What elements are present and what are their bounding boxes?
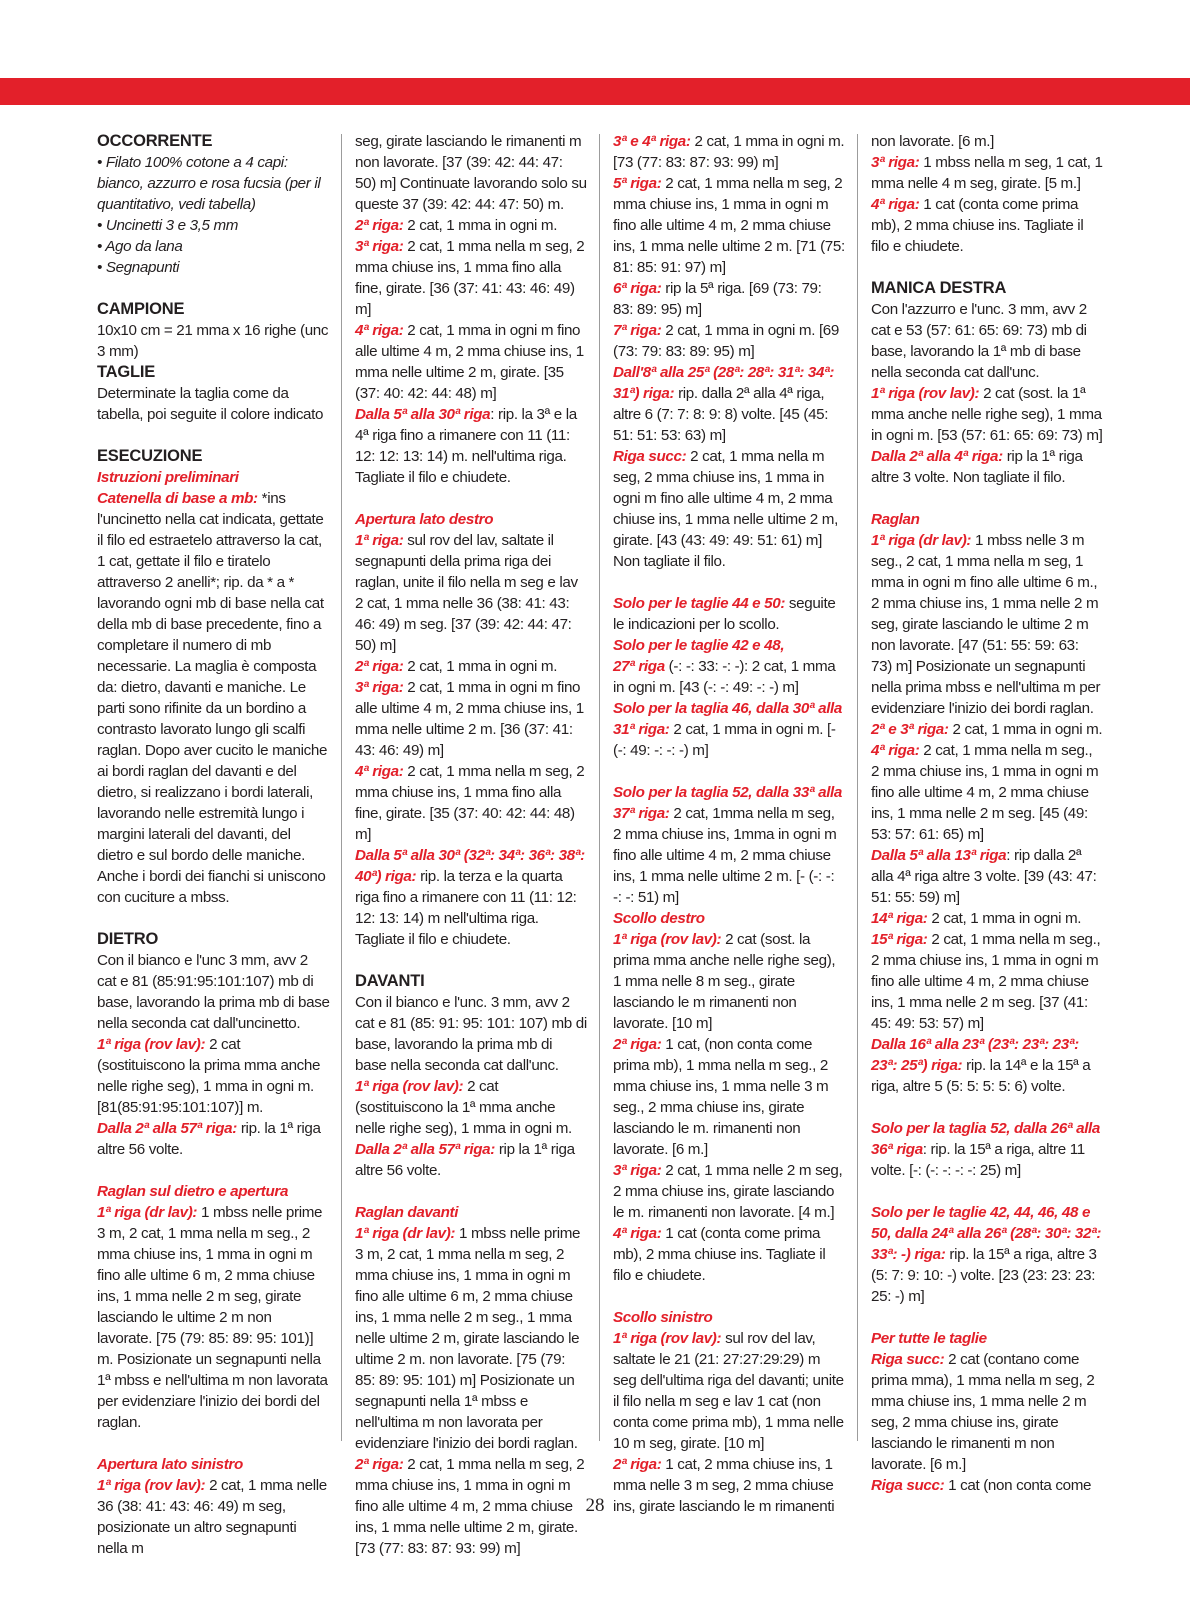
materials-item (97, 236, 330, 257)
instruction-paragraph (871, 908, 1103, 929)
instruction-text: rip. dalla 2ª alla 4ª riga, altre 6 (7: 7: 8: 9: 8) volte. [45 (45: 51: 51: 53: 63) m] (613, 385, 829, 444)
paragraph-gap (97, 908, 330, 929)
row-label: 4ª riga: (871, 196, 920, 213)
paragraph-gap (871, 1097, 1103, 1118)
instruction-text: rip. la 14ª e la 15ª a riga, altre 5 (5: 5: 5: 5: 6) volte. (871, 1057, 1091, 1095)
instruction-paragraph (613, 656, 845, 698)
instruction-paragraph (613, 362, 845, 446)
paragraph-gap (613, 1286, 845, 1307)
instruction-text: rip la 1ª riga altre 3 volte. Non tagliate il filo. (871, 448, 1083, 486)
row-label: 3ª riga: (613, 1162, 662, 1179)
row-label: 2ª riga: (613, 1036, 662, 1053)
materials-item (97, 257, 330, 278)
instruction-text: seg, girate lasciando le rimanenti m non lavorate. [37 (39: 42: 44: 47: 50) m] Continuate lavorando solo su queste 37 (39: 42: 44: 47: 50) m. (355, 133, 587, 213)
row-label: 3ª e 4ª riga: (613, 133, 691, 150)
instruction-text: 2 cat, 1 mma nelle 2 m seg, 2 mma chiuse ins, girate lasciando le m. rimanenti non lavorate. [4 m.] (613, 1162, 843, 1221)
row-label: 1ª riga (rov lav): (871, 385, 980, 402)
paragraph-gap (355, 1181, 587, 1202)
instruction-text: rip. la 15ª a riga, altre 3 (5: 7: 9: 10: -) volte. [23 (23: 23: 23: 25: -) m] (871, 1246, 1097, 1305)
instruction-paragraph (871, 194, 1103, 257)
instruction-text: 1 mbss nelle prime 3 m, 2 cat, 1 mma nella m seg, 2 mma chiuse ins, 1 mma in ogni m fino alle ultime 6 m, 2 mma chiuse ins, 1 mma nelle 2 m seg., 1 mma nelle ultime 2 m, girate lasciando le ultime 2 m. non lavorate. [75 (79: 85: 89: 95: 101) m] Posizionate un segnapunti nella 1ª mbss e nell'ultima m non lavorata per evidenziare l'inizio dei bordi raglan. (355, 1225, 581, 1452)
instruction-text: 2 cat, 1 mma in ogni m. (403, 658, 558, 675)
instruction-text: sul rov del lav, saltate il segnapunti della prima riga dei raglan, unite il filo nella m seg e lav 2 cat, 1 mma nelle 36 (38: 41: 43: 46: 49) m seg. [37 (39: 42: 44: 47: 50) m] (355, 532, 578, 654)
instruction-text: 2 cat, 1 mma nella m seg, 2 mma chiuse ins, 1 mma in ogni m fino alle ultime 4 m, 2 mma chiuse ins, 1 mma nelle ultime 2 m. [71 (75: 81: 85: 91: 97) m] (613, 175, 845, 276)
instruction-text: 1 cat (conta come prima mb), 2 mma chiuse ins. Tagliate il filo e chiudete. (613, 1225, 826, 1284)
section-heading: DAVANTI (355, 972, 425, 990)
row-label: Solo per la taglia 52, dalla 26ª alla 36ª riga (871, 1120, 1101, 1158)
instruction-paragraph (355, 131, 587, 215)
instruction-text: 2 cat, 1 mma in ogni m. (948, 721, 1103, 738)
instruction-text: 2 cat, 1 mma nelle 36 (38: 41: 43: 46: 49) m seg, posizionate un altro segnapunti nella m (97, 1477, 327, 1557)
row-label: 4ª riga: (871, 742, 920, 759)
header-color-bar (0, 78, 1190, 105)
section-heading: ESECUZIONE (97, 447, 203, 465)
row-label: 2ª riga: (355, 1456, 404, 1473)
instruction-paragraph (871, 152, 1103, 194)
row-label: Solo per le taglie 42, 44, 46, 48 e 50, dalla 24ª alla 26ª (28ª: 30ª: 32ª: 33ª: -) riga: (871, 1204, 1102, 1263)
row-label: 1ª riga: (355, 532, 404, 549)
instruction-text: 2 cat, 1 mma nella m seg, 2 mma chiuse ins, 1 mma in ogni m fino alle ultime 4 m, 2 mma chiuse ins, 1 mma nelle ultime 2 m, girate. [43 (43: 49: 49: 51: 61) m] Non tagliate il filo. (613, 448, 838, 570)
materials-item (97, 215, 330, 236)
row-label: Dalla 5ª alla 13ª riga (871, 847, 1007, 864)
instruction-paragraph (355, 845, 587, 950)
instruction-paragraph (613, 131, 845, 173)
row-label: Riga succ: (871, 1477, 945, 1494)
instruction-text: : rip. la 15ª a riga, altre 11 volte. [-: (-: -: -: -: 25) m] (871, 1141, 1085, 1179)
row-label: Solo per le taglie 44 e 50: (613, 595, 786, 612)
instruction-paragraph (871, 530, 1103, 719)
row-label: 1ª riga (dr lav): (355, 1225, 456, 1242)
instruction-text: rip. la 1ª riga altre 56 volte. (97, 1120, 321, 1158)
row-label: 5ª riga: (613, 175, 662, 192)
row-label: 1ª riga (rov lav): (97, 1036, 206, 1053)
paragraph-gap (97, 278, 330, 299)
instruction-paragraph (871, 719, 1103, 740)
instruction-text: 2 cat, 1 mma in ogni m. [69 (73: 79: 83: 89: 95) m] (613, 322, 840, 360)
instruction-paragraph (613, 929, 845, 1034)
instruction-text: (-: -: 33: -: -): 2 cat, 1 mma in ogni m. [43 (-: -: 49: -: -) m] (613, 658, 836, 696)
instruction-paragraph (613, 320, 845, 362)
instruction-paragraph (871, 1349, 1103, 1475)
instruction-text: 2 cat, 1 mma nella m seg., 2 mma chiuse ins, 1 mma in ogni m fino alle ultime 4 m, 2 mma chiuse ins, 1 mma nelle 2 m seg. [37 (41: 45: 49: 53: 57) m] (871, 931, 1101, 1032)
row-label: 3ª riga: (355, 679, 404, 696)
instruction-paragraph (97, 950, 330, 1034)
instruction-text: 10x10 cm = 21 mma x 16 righe (unc 3 mm) (97, 322, 329, 360)
instruction-paragraph (355, 530, 587, 656)
instruction-text: 1 mbss nelle prime 3 m, 2 cat, 1 mma nella m seg., 2 mma chiuse ins, 1 mma in ogni m fino alle ultime 6 m, 2 mma chiuse ins, 1 mma nelle 2 m seg, girate lasciando le ultime 2 m non lavorate. [75 (79: 85: 89: 95: 101)] m. Posizionate un segnapunti nella 1ª mbss e nell'ultima m non lavorata per evidenziare l'inizio dei bordi del raglan. (97, 1204, 328, 1431)
paragraph-gap (871, 1181, 1103, 1202)
section-heading: CAMPIONE (97, 300, 185, 318)
instruction-text: non lavorate. [6 m.] (871, 133, 995, 150)
instruction-paragraph (871, 131, 1103, 152)
paragraph-gap (871, 1307, 1103, 1328)
instruction-text: 1 cat (non conta come (944, 1477, 1092, 1494)
row-label: 1ª riga (rov lav): (613, 1330, 722, 1347)
instruction-paragraph (355, 404, 587, 488)
paragraph-gap (355, 950, 587, 971)
text-column-4 (871, 131, 1103, 1496)
instruction-text: 2 cat, 1 mma in ogni m. [73 (77: 83: 87: 93: 99) m] (613, 133, 845, 171)
row-label: Solo per le taglie 42 e 48, (613, 637, 785, 654)
instruction-text: rip la 5ª riga. [69 (73: 79: 83: 89: 95) m] (613, 280, 822, 318)
instruction-text: • Uncinetti 3 e 3,5 mm (97, 217, 239, 234)
row-label: 4ª riga: (355, 322, 404, 339)
instruction-paragraph (355, 677, 587, 761)
subsection-heading: Scollo destro (613, 910, 705, 927)
paragraph-gap (97, 425, 330, 446)
instruction-text: : rip. la 3ª e la 4ª riga fino a rimanere con 11 (11: 12: 12: 13: 14) m. nell'ultima riga. Tagliate il filo e chiudete. (355, 406, 577, 486)
instruction-paragraph (613, 1034, 845, 1160)
row-label: 27ª riga (613, 658, 665, 675)
instruction-paragraph (871, 1118, 1103, 1181)
instruction-paragraph (613, 278, 845, 320)
column-divider (599, 134, 600, 1441)
instruction-paragraph (97, 1034, 330, 1118)
instruction-paragraph (613, 1223, 845, 1286)
row-label: Catenella di base a mb: (97, 490, 258, 507)
instruction-text: 2 cat, 1 mma nella m seg, 2 mma chiuse ins, 1 mma in ogni m fino alle ultime 4 m, 2 mma chiuse ins, 1 mma nelle ultime 2 m, girate. [73 (77: 83: 87: 93: 99) m] (355, 1456, 585, 1557)
paragraph-gap (97, 1160, 330, 1181)
instruction-text: Determinate la taglia come da tabella, poi seguite il colore indicato (97, 385, 324, 423)
row-label: Riga succ: (613, 448, 687, 465)
row-label: 2ª riga: (355, 658, 404, 675)
instruction-paragraph (355, 236, 587, 320)
column-divider (341, 134, 342, 1441)
instruction-paragraph (355, 992, 587, 1076)
row-label: Solo per la taglia 46, dalla 30ª alla 31ª riga: (613, 700, 843, 738)
instruction-paragraph (871, 446, 1103, 488)
instruction-text: 1 cat, (non conta come prima mb), 1 mma nella m seg., 2 mma chiuse ins, 1 mma nelle 3 m seg., 2 mma chiuse ins, girate lasciando le m. rimanenti non lavorate. [6 m.] (613, 1036, 829, 1158)
instruction-paragraph (355, 1139, 587, 1181)
text-column-2 (355, 131, 587, 1559)
text-column-1 (97, 131, 330, 1559)
instruction-text: 1 mbss nelle 3 m seg., 2 cat, 1 mma nella m seg, 1 mma in ogni m fino alle ultime 6 m., 2 mma chiuse ins, 1 mma nelle 2 m seg, girate lasciando le ultime 2 m non lavorate. [47 (51: 55: 59: 63: 73) m] Posizionate un segnapunti nella prima mbss e nell'ultima m per evidenziare l'inizio dei bordi raglan. (871, 532, 1101, 717)
subsection-heading: Istruzioni preliminari (97, 469, 239, 486)
instruction-paragraph (97, 488, 330, 908)
instruction-paragraph (355, 656, 587, 677)
row-label: Dall'8ª alla 25ª (28ª: 28ª: 31ª: 34ª: 31ª) riga: (613, 364, 835, 402)
row-label: 2ª riga: (355, 217, 404, 234)
instruction-text: : rip dalla 2ª alla 4ª riga altre 3 volte. [39 (43: 47: 51: 55: 59) m] (871, 847, 1097, 906)
instruction-text: 1 mbss nella m seg, 1 cat, 1 mma nelle 4 m seg, girate. [5 m.] (871, 154, 1103, 192)
instruction-text: 2 cat, 1 mma in ogni m. (927, 910, 1082, 927)
row-label: Dalla 5ª alla 30ª riga (355, 406, 491, 423)
instruction-paragraph (613, 782, 845, 908)
row-label: 1ª riga (dr lav): (871, 532, 972, 549)
paragraph-gap (355, 488, 587, 509)
instruction-paragraph (613, 635, 845, 656)
instruction-text: 2 cat (sost. la 1ª mma anche nelle righe seg), 1 mma in ogni m. [53 (57: 61: 65: 69: 73) m] (871, 385, 1103, 444)
row-label: 1ª riga (dr lav): (97, 1204, 198, 1221)
subsection-heading: Apertura lato sinistro (97, 1456, 243, 1473)
instruction-paragraph (355, 1076, 587, 1139)
instruction-text: Con il bianco e l'unc 3 mm, avv 2 cat e 81 (85:91:95:101:107) mb di base, lavorando la prima mb di base nella seconda cat dall'uncinetto. (97, 952, 330, 1032)
instruction-paragraph (355, 215, 587, 236)
instruction-paragraph (97, 1118, 330, 1160)
row-label: Dalla 2ª alla 57ª riga: (97, 1120, 237, 1137)
instruction-text: • Segnapunti (97, 259, 180, 276)
instruction-text: 2 cat, 1 mma in ogni m fino alle ultime 4 m, 2 mma chiuse ins, 1 mma nelle ultime 2 m, girate. [35 (37: 40: 42: 44: 48) m] (355, 322, 584, 402)
instruction-paragraph (97, 1475, 330, 1559)
section-heading: DIETRO (97, 930, 159, 948)
row-label: Dalla 16ª alla 23ª (23ª: 23ª: 23ª: 23ª: 25ª) riga: (871, 1036, 1079, 1074)
subsection-heading: Raglan (871, 511, 920, 528)
instruction-text: sul rov del lav, saltate le 21 (21: 27:27:29:29) m seg dell'ultima riga del davanti; unite il filo nella m seg e lav 1 cat (non conta come prima mb), 1 mma nelle 10 m seg, girate. [10 m] (613, 1330, 844, 1452)
instruction-paragraph (871, 1034, 1103, 1097)
instruction-paragraph (613, 1328, 845, 1454)
row-label: Dalla 2ª alla 57ª riga: (355, 1141, 495, 1158)
instruction-text: 2 cat (sost. la prima mma anche nelle righe seg), 1 mma nelle 8 m seg., girate lasciando le m rimanenti non lavorate. [10 m] (613, 931, 836, 1032)
subsection-heading: Raglan davanti (355, 1204, 459, 1221)
page-number: 28 (585, 1495, 605, 1516)
row-label: 15ª riga: (871, 931, 928, 948)
row-label: 3ª riga: (871, 154, 920, 171)
instruction-text: • Ago da lana (97, 238, 183, 255)
row-label: 2ª e 3ª riga: (871, 721, 949, 738)
section-heading: OCCORRENTE (97, 132, 213, 150)
instruction-paragraph (355, 761, 587, 845)
row-label: Dalla 2ª alla 4ª riga: (871, 448, 1003, 465)
instruction-text: • Filato 100% cotone a 4 capi: bianco, azzurro e rosa fucsia (per il quantitativo, vedi tabella) (97, 154, 321, 213)
instruction-text: 2 cat (sostituiscono la prima mma anche nelle righe seg), 1 mma in ogni m. [81(85:91:95:101:107)] m. (97, 1036, 321, 1116)
row-label: 1ª riga (rov lav): (613, 931, 722, 948)
instruction-text: *ins l'uncinetto nella cat indicata, gettate il filo ed estraetelo attraverso la cat, 1 cat, gettate il filo e tiratelo attraverso 2 anelli*; rip. da * a * lavorando ogni mb di base nella cat della mb di base precedente, fino a completare il numero di mb necessarie. La maglia è composta da: dietro, davanti e maniche. Le parti sono rifinite da un bordino a contrasto lavorato lungo gli scalfi raglan. Dopo aver cucito le maniche ai bordi raglan del davanti e del dietro, si realizzano i bordi laterali, lavorando nelle estremità lungo i margini laterali del davanti, del dietro e sul bordo delle maniche. Anche i bordi dei fianchi si uniscono con cuciture a mbss. (97, 490, 328, 906)
section-heading: TAGLIE (97, 363, 156, 381)
row-label: Dalla 5ª alla 30ª (32ª: 34ª: 36ª: 38ª: 40ª) riga: (355, 847, 585, 885)
instruction-paragraph (613, 446, 845, 572)
materials-item (97, 152, 330, 215)
instruction-paragraph (871, 299, 1103, 383)
paragraph-gap (613, 761, 845, 782)
paragraph-gap (613, 572, 845, 593)
paragraph-gap (871, 257, 1103, 278)
instruction-paragraph (97, 383, 330, 425)
instruction-paragraph (871, 1202, 1103, 1307)
subsection-heading: Raglan sul dietro e apertura (97, 1183, 289, 1200)
instruction-text: 2 cat (sostituiscono la 1ª mma anche nelle righe seg), 1 mma in ogni m. (355, 1078, 572, 1137)
instruction-paragraph (613, 593, 845, 635)
instruction-paragraph (613, 698, 845, 761)
instruction-text: Con l'azzurro e l'unc. 3 mm, avv 2 cat e 53 (57: 61: 65: 69: 73) mb di base, lavorando la 1ª mb di base nella seconda cat dall'unc. (871, 301, 1087, 381)
row-label: 4ª riga: (355, 763, 404, 780)
instruction-paragraph (97, 1202, 330, 1433)
row-label: 14ª riga: (871, 910, 928, 927)
row-label: 4ª riga: (613, 1225, 662, 1242)
instruction-paragraph (97, 320, 330, 362)
row-label: Riga succ: (871, 1351, 945, 1368)
section-heading: MANICA DESTRA (871, 279, 1007, 297)
text-column-3 (613, 131, 845, 1517)
instruction-paragraph (355, 1223, 587, 1454)
paragraph-gap (97, 1433, 330, 1454)
subsection-heading: Apertura lato destro (355, 511, 494, 528)
instruction-paragraph (355, 320, 587, 404)
instruction-paragraph (613, 173, 845, 278)
subsection-heading: Scollo sinistro (613, 1309, 713, 1326)
subsection-heading: Per tutte le taglie (871, 1330, 987, 1347)
row-label: 2ª riga: (613, 1456, 662, 1473)
instruction-text: rip la 1ª riga altre 56 volte. (355, 1141, 575, 1179)
instruction-text: rip. la terza e la quarta riga fino a rimanere con 11 (11: 12: 12: 13: 14) m nell'ultima riga. Tagliate il filo e chiudete. (355, 868, 577, 948)
row-label: 1ª riga (rov lav): (355, 1078, 464, 1095)
instruction-text: 2 cat, 1 mma nella m seg., 2 mma chiuse ins, 1 mma in ogni m fino alle ultime 4 m, 2 mma chiuse ins, 1 mma nelle 2 m seg. [45 (49: 53: 57: 61: 65) m] (871, 742, 1099, 843)
instruction-text: 2 cat (contano come prima mma), 1 mma nella m seg, 2 mma chiuse ins, 1 mma nelle 2 m seg, 2 mma chiuse ins, girate lasciando le rimanenti m non lavorate. [6 m.] (871, 1351, 1095, 1473)
instruction-text: 2 cat, 1 mma in ogni m fino alle ultime 4 m, 2 mma chiuse ins, 1 mma nelle ultime 2 m. [36 (37: 41: 43: 46: 49) m] (355, 679, 584, 759)
instruction-text: seguite le indicazioni per lo scollo. (613, 595, 836, 633)
instruction-paragraph (871, 383, 1103, 446)
instruction-paragraph (871, 1475, 1103, 1496)
instruction-text: Con il bianco e l'unc. 3 mm, avv 2 cat e 81 (85: 91: 95: 101: 107) mb di base, lavorando la prima mb di base nella seconda cat dall'unc. (355, 994, 587, 1074)
instruction-text: 2 cat, 1 mma in ogni m. (403, 217, 558, 234)
row-label: 3ª riga: (355, 238, 404, 255)
instruction-text: 2 cat, 1mma nella m seg, 2 mma chiuse ins, 1mma in ogni m fino alle ultime 4 m, 2 mma chiuse ins, 1 mma nelle ultime 2 m. [- (-: -: -: -: 51) m] (613, 805, 837, 906)
instruction-paragraph (613, 1160, 845, 1223)
instruction-paragraph (871, 845, 1103, 908)
instruction-text: 2 cat, 1 mma in ogni m. [- (-: 49: -: -: -) m] (613, 721, 836, 759)
instruction-text: 2 cat, 1 mma nella m seg, 2 mma chiuse ins, 1 mma fino alla fine, girate. [35 (37: 40: 42: 44: 48) m] (355, 763, 585, 843)
instruction-text: 1 cat, 2 mma chiuse ins, 1 mma nelle 3 m seg, 2 mma chiuse ins, girate lasciando le m rimanenti (613, 1456, 835, 1515)
paragraph-gap (871, 488, 1103, 509)
instruction-text: 2 cat, 1 mma nella m seg, 2 mma chiuse ins, 1 mma fino alla fine, girate. [36 (37: 41: 43: 46: 49) m] (355, 238, 585, 318)
row-label: 1ª riga (rov lav): (97, 1477, 206, 1494)
row-label: Solo per la taglia 52, dalla 33ª alla 37ª riga: (613, 784, 843, 822)
instruction-paragraph (871, 929, 1103, 1034)
instruction-text: 1 cat (conta come prima mb), 2 mma chiuse ins. Tagliate il filo e chiudete. (871, 196, 1084, 255)
row-label: 6ª riga: (613, 280, 662, 297)
column-divider (857, 134, 858, 1441)
instruction-paragraph (871, 740, 1103, 845)
row-label: 7ª riga: (613, 322, 662, 339)
